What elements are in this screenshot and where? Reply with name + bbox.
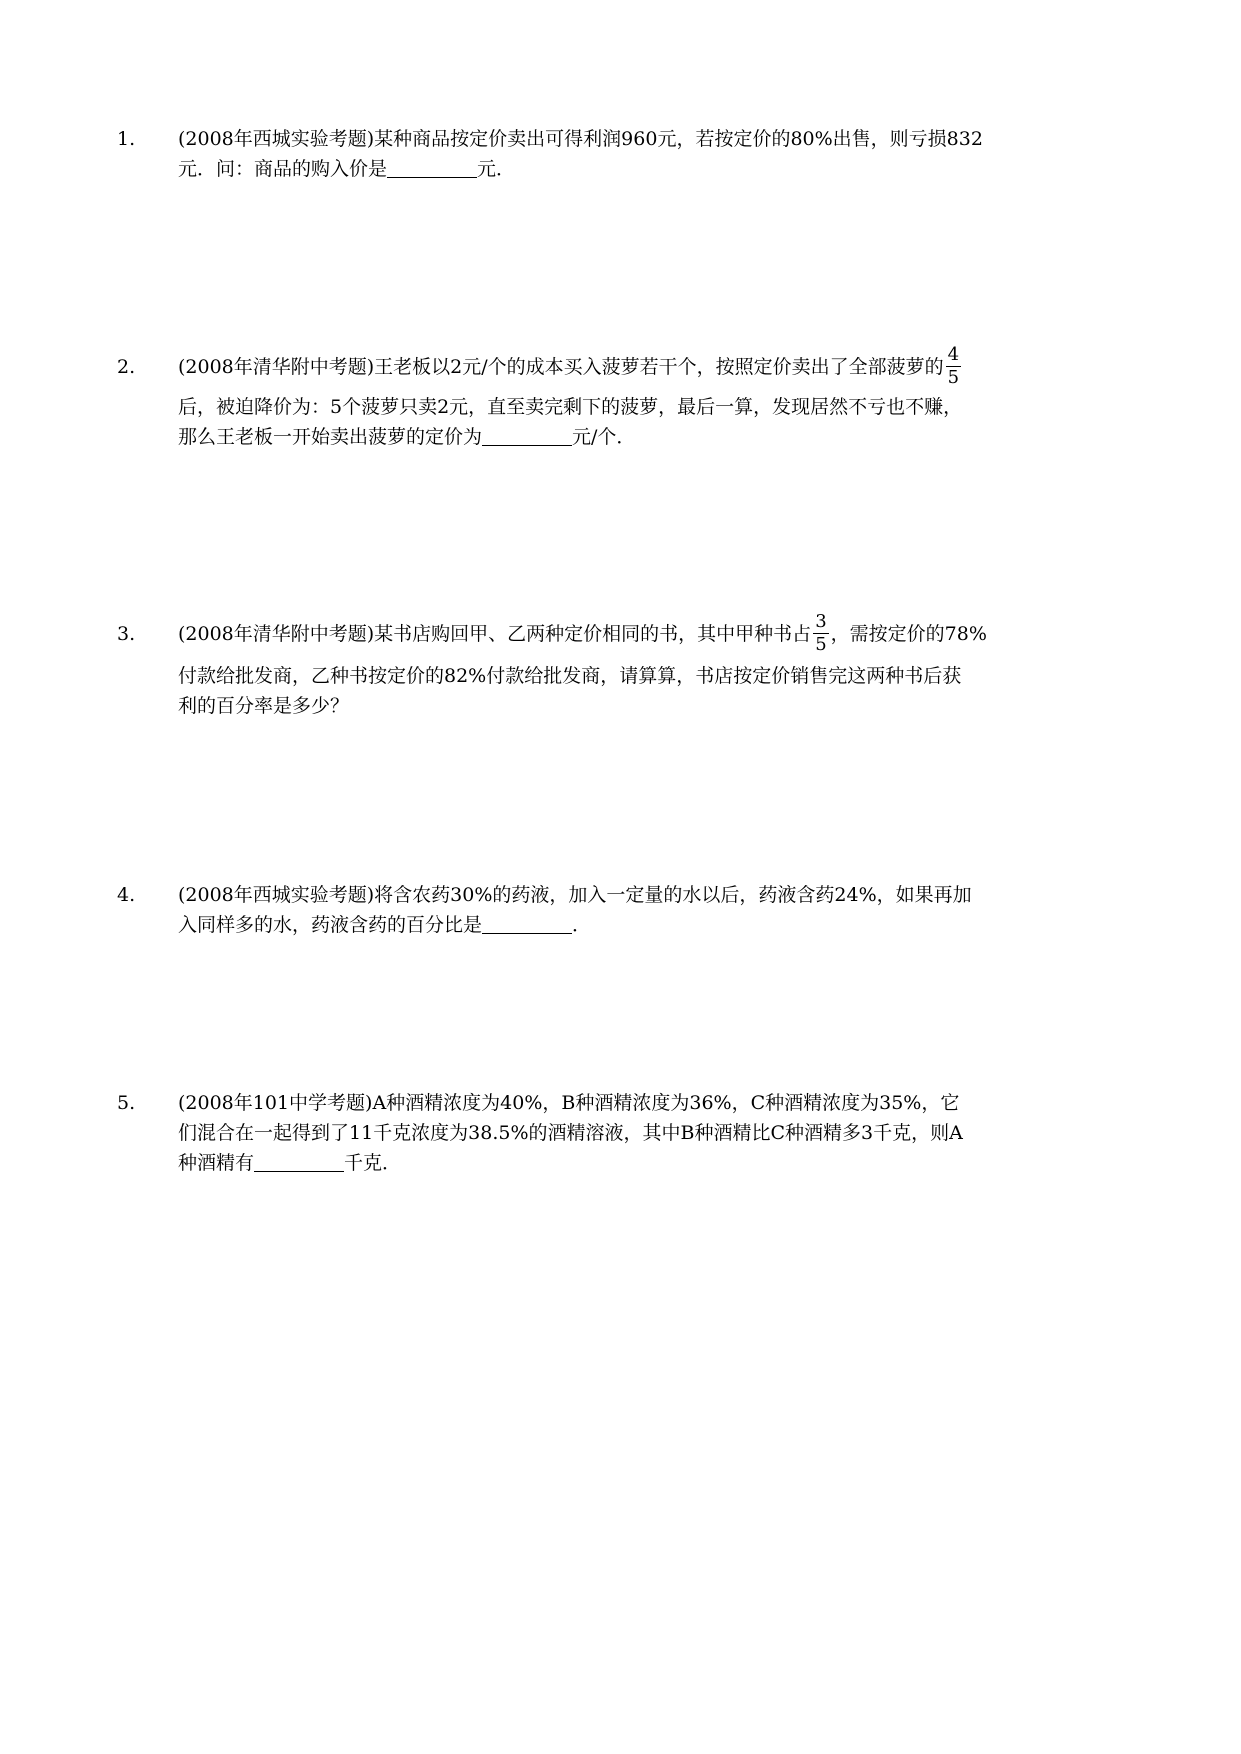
fraction-denominator: 5	[947, 366, 960, 388]
problem-line	[178, 661, 1108, 691]
answer-blank	[254, 1153, 344, 1172]
fraction-denominator: 5	[815, 633, 827, 655]
text-segment: (2008年清华附中考题)王老板以2元/个的成本买入菠萝若干个，按照定价卖出了全部菠萝的	[178, 356, 944, 378]
text-segment: 入同样多的水，药液含药的百分比是	[178, 914, 483, 936]
problem-line	[178, 154, 1108, 184]
problem-number: 5.	[117, 1092, 136, 1114]
text-segment: 利的百分率是多少？	[178, 695, 350, 717]
text-segment: 元/个．	[572, 426, 636, 448]
problem-line	[178, 1088, 1108, 1118]
problem-line	[178, 342, 1108, 392]
fraction-numerator: 4	[947, 343, 960, 365]
text-segment: (2008年西城实验考题)某种商品按定价卖出可得利润960元，若按定价的80%出售，则亏损832	[178, 128, 983, 150]
text-segment: ，需按定价的78%	[830, 623, 987, 645]
answer-blank	[387, 159, 477, 178]
problem-number: 1.	[117, 128, 136, 150]
text-segment: 种酒精有	[178, 1152, 255, 1174]
text-segment: ．	[572, 914, 592, 936]
problem-number: 4.	[117, 884, 136, 906]
text-segment: 元．	[477, 158, 516, 180]
text-segment: 千克．	[344, 1152, 402, 1174]
text-segment: 们混合在一起得到了11千克浓度为38.5%的酒精溶液，其中B种酒精比C种酒精多3千克，则A	[178, 1122, 963, 1144]
fraction	[813, 610, 828, 655]
problem-line	[178, 1118, 1108, 1148]
problem-line	[178, 422, 1108, 452]
answer-blank	[482, 915, 572, 934]
problem-line	[178, 124, 1108, 154]
answer-blank	[482, 427, 572, 446]
problem-text	[178, 1088, 1108, 1178]
problem-line	[178, 392, 1108, 422]
text-segment: 付款给批发商，乙种书按定价的82%付款给批发商，请算算，书店按定价销售完这两种书后获	[178, 665, 962, 687]
problem-line	[178, 691, 1108, 721]
text-segment: (2008年101中学考题)A种酒精浓度为40%，B种酒精浓度为36%，C种酒精浓度为35%，它	[178, 1092, 960, 1114]
problem-line	[178, 609, 1108, 659]
problem-line	[178, 1148, 1108, 1178]
fraction	[946, 343, 961, 388]
text-segment: 那么王老板一开始卖出菠萝的定价为	[178, 426, 483, 448]
problem-text	[178, 124, 1108, 184]
problem-number: 3.	[117, 623, 136, 645]
problem-line	[178, 910, 1108, 940]
text-segment: 元．问：商品的购入价是	[178, 158, 388, 180]
problem-text	[178, 342, 1108, 452]
fraction-numerator: 3	[815, 610, 827, 632]
problem-text	[178, 880, 1108, 940]
text-segment: 后，被迫降价为：5个菠萝只卖2元，直至卖完剩下的菠萝，最后一算，发现居然不亏也不赚，	[178, 396, 963, 418]
problem-number: 2.	[117, 356, 136, 378]
text-segment: (2008年西城实验考题)将含农药30%的药液，加入一定量的水以后，药液含药24%，如果再加	[178, 884, 972, 906]
text-segment: (2008年清华附中考题)某书店购回甲、乙两种定价相同的书，其中甲种书占	[178, 623, 812, 645]
problem-text	[178, 609, 1108, 721]
problem-line	[178, 880, 1108, 910]
